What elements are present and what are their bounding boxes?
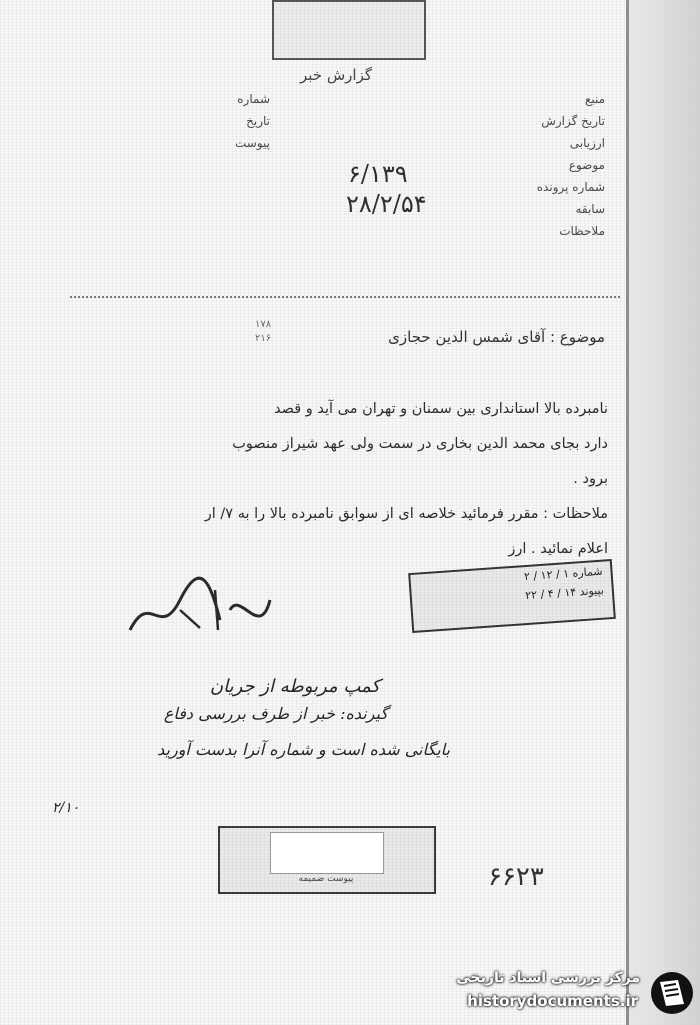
- top-stamp: [272, 0, 426, 60]
- body-text: [88, 392, 608, 567]
- bottom-stamp-caption: پیوست ضمیمه: [298, 874, 354, 884]
- meta-label: شماره پرونده: [536, 180, 605, 194]
- notes-line: اعلام نمائید . ارز: [508, 541, 608, 557]
- handwritten-note: گیرنده: خبر از طرف بررسی دفاع: [163, 704, 388, 723]
- handwritten-note: ۲/۱۰: [52, 800, 80, 816]
- notes-line: ملاحظات : مقرر فرمائید خلاصه ای از سوابق نامبرده بالا را به ۷/ ار: [204, 506, 608, 522]
- meta-label: تاریخ: [246, 114, 270, 128]
- handwritten-note: بایگانی شده است و شماره آنرا بدست آورید: [157, 740, 450, 759]
- section-divider: [70, 296, 620, 298]
- meta-label: ملاحظات: [559, 224, 605, 238]
- header-title: گزارش خبر: [300, 66, 372, 84]
- handwritten-note: کمپ مربوطه از جریان: [209, 676, 380, 697]
- watermark-persian: مرکز بررسی اسناد تاریخی: [456, 970, 640, 986]
- receipt-stamp: [408, 559, 616, 633]
- body-paragraph: نامبرده بالا استانداری بین سمنان و تهران می آید و قصد: [274, 401, 608, 417]
- meta-label: موضوع: [568, 158, 605, 172]
- body-paragraph: برود .: [573, 471, 608, 487]
- meta-label: پیوست: [235, 136, 270, 150]
- receipt-stamp-line: بپیوند ۱۴ / ۴ / ۲۲: [524, 583, 605, 603]
- subject-line: موضوع : آقای شمس الدین حجازی: [388, 328, 605, 346]
- sub-code-line: ۱۷۸: [255, 319, 272, 330]
- archive-logo-icon: [648, 970, 696, 1016]
- meta-right-labels: [537, 88, 605, 242]
- meta-label: تاریخ گزارش: [541, 114, 605, 128]
- page-number: ۶۶۲۳: [488, 862, 544, 892]
- sub-code-line: ۲۱۶: [255, 333, 272, 344]
- sub-code: [255, 318, 271, 346]
- body-paragraph: دارد بجای محمد الدین بخاری در سمت ولی عهد شیراز منصوب: [232, 436, 608, 452]
- meta-label: سابقه: [575, 202, 605, 216]
- reference-number: ۶/۱۳۹: [348, 160, 408, 188]
- meta-left-labels: [235, 88, 270, 154]
- bottom-stamp-field: [270, 832, 384, 874]
- watermark: [418, 968, 698, 1018]
- watermark-english: historydocuments.ir: [467, 992, 638, 1010]
- meta-label: شماره: [237, 92, 270, 106]
- page-edge-line: [626, 0, 629, 1025]
- signature-image: [120, 570, 280, 650]
- meta-label: ارزیابی: [569, 136, 605, 150]
- receipt-stamp-line: شماره ۱ / ۱۲ / ۲: [523, 564, 603, 584]
- meta-label: منبع: [584, 92, 605, 106]
- bottom-stamp: [218, 826, 436, 894]
- reference-date: ۲۸/۲/۵۴: [346, 190, 427, 218]
- page-edge-shadow: [626, 0, 700, 1025]
